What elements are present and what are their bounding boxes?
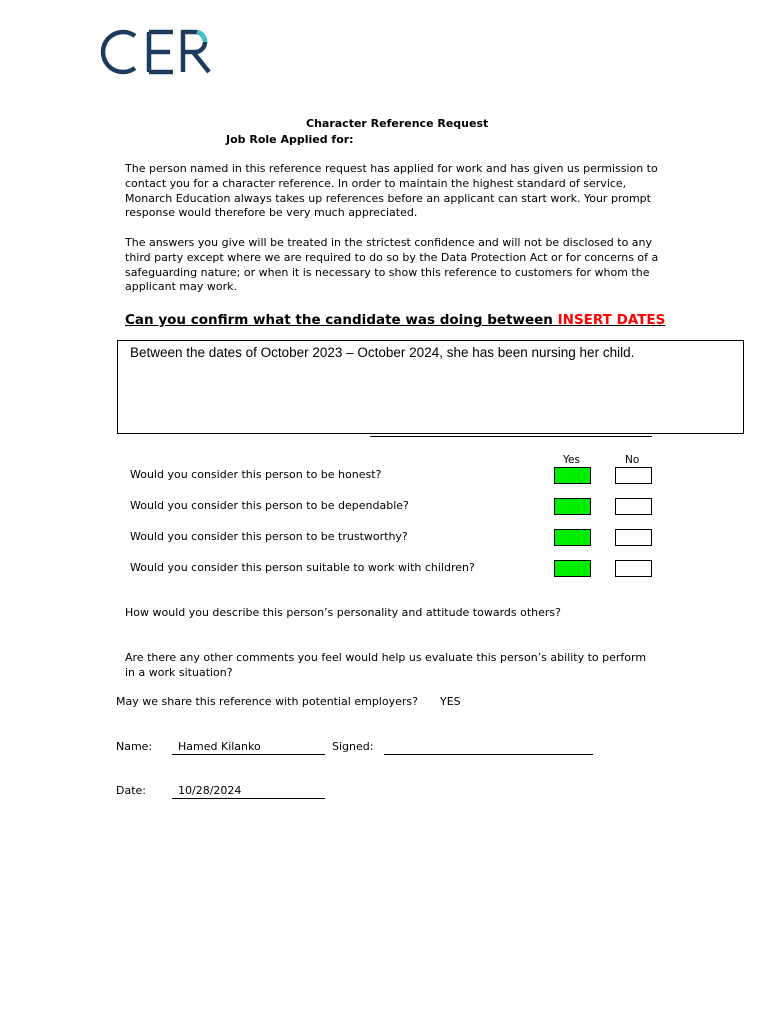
other-comments-question: Are there any other comments you feel would help us evaluate this person’s ability to perform in a work situation?	[125, 651, 647, 679]
name-label: Name:	[116, 740, 153, 753]
share-answer[interactable]: YES	[440, 695, 461, 708]
children-no-checkbox[interactable]	[615, 560, 652, 577]
document-title: Character Reference Request	[306, 117, 489, 130]
date-label: Date:	[116, 784, 146, 797]
question-honest: Would you consider this person to be honest?	[130, 468, 382, 481]
dates-answer-text: Between the dates of October 2023 – October 2024, she has been nursing her child.	[130, 345, 635, 360]
date-value[interactable]: 10/28/2024	[178, 784, 242, 797]
name-value[interactable]: Hamed Kilanko	[178, 740, 261, 753]
signed-underline	[384, 754, 593, 755]
confidentiality-paragraph: The answers you give will be treated in the strictest confidence and will not be disclosed to any third party except where we are required to do so by the Data Protection Act or for concerns of a safeguarding nature; or when it is necessary to show this reference to customers for whom the applicant may work.	[125, 236, 659, 294]
share-question: May we share this reference with potential employers?	[116, 695, 418, 708]
trustworthy-no-checkbox[interactable]	[615, 529, 652, 546]
dependable-yes-checkbox[interactable]	[554, 498, 591, 515]
question-dependable: Would you consider this person to be dependable?	[130, 499, 409, 512]
cer-logo-mark	[97, 24, 217, 80]
trustworthy-yes-checkbox[interactable]	[554, 529, 591, 546]
dates-question-heading	[125, 312, 665, 328]
children-yes-checkbox[interactable]	[554, 560, 591, 577]
name-underline	[172, 754, 325, 755]
dependable-no-checkbox[interactable]	[615, 498, 652, 515]
date-underline	[172, 798, 325, 799]
no-column-header: No	[625, 454, 640, 466]
honest-no-checkbox[interactable]	[615, 467, 652, 484]
question-trustworthy: Would you consider this person to be trustworthy?	[130, 530, 408, 543]
dates-question-text: Can you confirm what the candidate was doing between	[125, 312, 558, 328]
signed-label: Signed:	[332, 740, 374, 753]
question-children: Would you consider this person suitable to work with children?	[130, 561, 475, 574]
intro-paragraph: The person named in this reference request has applied for work and has given us permission to contact you for a character reference. In order to maintain the highest standard of service, Monarch Education always takes up references before an applicant can start work. Your prompt response would therefore be very much appreciated.	[125, 162, 658, 220]
answer-underline	[370, 436, 652, 437]
dates-answer-box[interactable]	[117, 340, 744, 434]
job-role-label: Job Role Applied for:	[226, 133, 354, 146]
yes-column-header: Yes	[563, 454, 580, 466]
honest-yes-checkbox[interactable]	[554, 467, 591, 484]
insert-dates-placeholder: INSERT DATES	[557, 312, 666, 328]
cer-logo	[97, 24, 217, 80]
personality-question: How would you describe this person’s personality and attitude towards others?	[125, 606, 562, 619]
